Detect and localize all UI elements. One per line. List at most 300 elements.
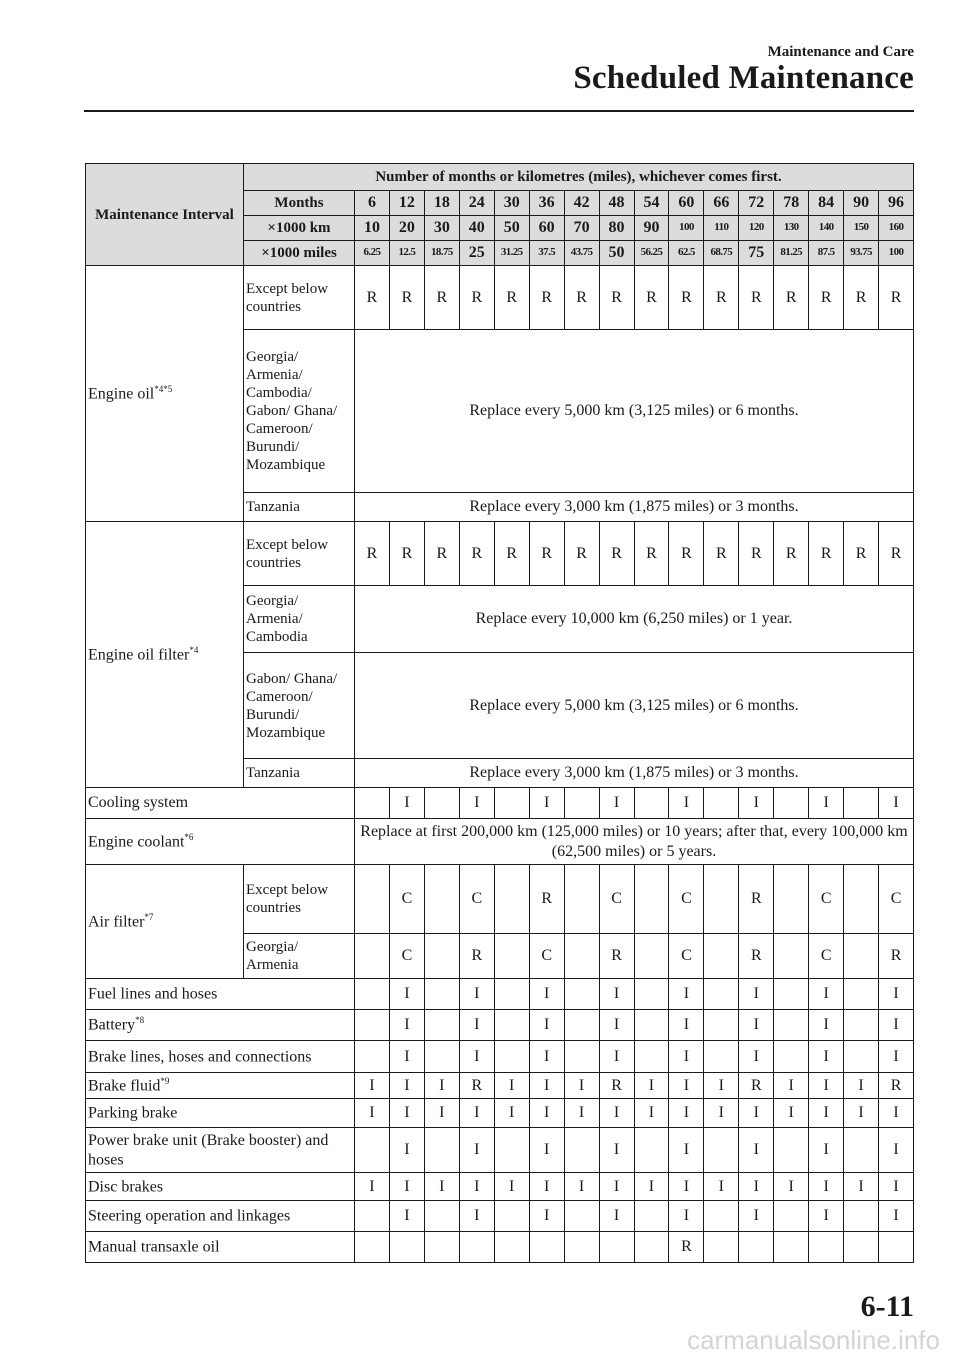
schedule-row-label-text: Manual transaxle oil: [88, 1238, 220, 1256]
engine-oil-group1-text: Replace every 5,000 km (3,125 miles) or 6 months.: [355, 330, 914, 493]
schedule-row: [86, 1128, 914, 1173]
months-value: 24: [459, 191, 494, 216]
schedule-row-cell: I: [529, 1041, 564, 1073]
schedule-row-cell: I: [494, 1173, 529, 1201]
engine-oil-filter-cell: R: [389, 522, 424, 586]
engine-oil-cell: R: [355, 266, 390, 330]
engine-oil-group1-label: Georgia/ Armenia/ Cambodia/ Gabon/ Ghana/ Cameroon/ Burundi/ Mozambique: [244, 330, 355, 493]
air-filter-georgia-cell: [774, 934, 809, 979]
schedule-row-cell: [424, 1041, 459, 1073]
schedule-row-cell: I: [739, 1128, 774, 1173]
miles-value: 100: [879, 241, 914, 266]
air-filter-georgia-cell: C: [389, 934, 424, 979]
schedule-row: [86, 1173, 914, 1201]
schedule-row-cell: I: [424, 1099, 459, 1128]
air-filter-cell: [355, 865, 390, 934]
schedule-row-cell: [564, 1128, 599, 1173]
air-filter-georgia-cell: [704, 934, 739, 979]
km-value: 140: [809, 216, 844, 241]
schedule-row-cell: [634, 1010, 669, 1041]
months-value: 6: [355, 191, 390, 216]
schedule-row-cell: I: [704, 1173, 739, 1201]
schedule-row-cell: I: [809, 979, 844, 1010]
schedule-row-cell: [424, 979, 459, 1010]
km-value: 10: [355, 216, 390, 241]
km-value: 120: [739, 216, 774, 241]
air-filter-label-footnote: *7: [144, 911, 154, 922]
schedule-row-cell: [355, 1010, 390, 1041]
months-value: 78: [774, 191, 809, 216]
schedule-row-label-text: Steering operation and linkages: [88, 1207, 291, 1225]
air-filter-georgia-cell: C: [669, 934, 704, 979]
schedule-row-cell: I: [809, 1128, 844, 1173]
air-filter-label-text: Air filter: [88, 913, 145, 931]
air-filter-georgia-cell: R: [599, 934, 634, 979]
schedule-row-cell: [774, 1232, 809, 1263]
air-filter-cell: [774, 865, 809, 934]
schedule-row-cell: I: [389, 1073, 424, 1099]
schedule-row-cell: [494, 1041, 529, 1073]
schedule-row-cell: I: [844, 1073, 879, 1099]
schedule-row-cell: I: [494, 1073, 529, 1099]
schedule-row: [86, 1041, 914, 1073]
schedule-row-cell: R: [459, 1073, 494, 1099]
schedule-row-cell: I: [599, 979, 634, 1010]
schedule-row-cell: [355, 1232, 390, 1263]
schedule-row-cell: [704, 1010, 739, 1041]
schedule-row-cell: [494, 1010, 529, 1041]
schedule-row-cell: [844, 1010, 879, 1041]
schedule-row: [86, 1201, 914, 1232]
cooling-system-label: Cooling system: [86, 788, 355, 819]
schedule-row-cell: I: [879, 1173, 914, 1201]
schedule-row-cell: [704, 1201, 739, 1232]
schedule-row-cell: I: [459, 1010, 494, 1041]
schedule-row-cell: I: [879, 979, 914, 1010]
schedule-row-cell: I: [599, 1041, 634, 1073]
header-banner-row: [86, 164, 914, 191]
air-filter-except-label: Except below countries: [244, 865, 355, 934]
schedule-row-cell: I: [809, 1099, 844, 1128]
schedule-row: [86, 1232, 914, 1263]
schedule-row-cell: [459, 1232, 494, 1263]
months-value: 96: [879, 191, 914, 216]
schedule-row-cell: [424, 1128, 459, 1173]
air-filter-georgia-cell: R: [739, 934, 774, 979]
maintenance-schedule-table: [85, 163, 914, 1263]
page-title: Scheduled Maintenance: [573, 60, 914, 96]
miles-value: 75: [739, 241, 774, 266]
air-filter-cell: R: [739, 865, 774, 934]
cooling-system-cell: [774, 788, 809, 819]
schedule-row-cell: [634, 1128, 669, 1173]
schedule-row-cell: I: [879, 1201, 914, 1232]
schedule-row-cell: [634, 1041, 669, 1073]
engine-oil-filter-group1-label: Georgia/ Armenia/ Cambodia: [244, 586, 355, 653]
engine-oil-cell: R: [564, 266, 599, 330]
schedule-row-cell: [529, 1232, 564, 1263]
engine-oil-cell: R: [669, 266, 704, 330]
miles-value: 12.5: [389, 241, 424, 266]
miles-value: 62.5: [669, 241, 704, 266]
schedule-row-cell: I: [599, 1099, 634, 1128]
km-value: 90: [634, 216, 669, 241]
miles-value: 37.5: [529, 241, 564, 266]
cooling-system-cell: I: [529, 788, 564, 819]
schedule-row-cell: [844, 1232, 879, 1263]
schedule-row-cell: I: [529, 1010, 564, 1041]
schedule-row-footnote: *9: [160, 1075, 170, 1086]
schedule-row-cell: [704, 979, 739, 1010]
engine-oil-cell: R: [704, 266, 739, 330]
engine-coolant-label-footnote: *6: [184, 831, 194, 842]
section-label: Maintenance and Care: [767, 44, 914, 60]
air-filter-georgia-label: Georgia/ Armenia: [244, 934, 355, 979]
schedule-row-cell: [809, 1232, 844, 1263]
schedule-row-cell: I: [529, 1099, 564, 1128]
engine-oil-filter-label-footnote: *4: [189, 644, 199, 655]
schedule-row-cell: I: [669, 979, 704, 1010]
schedule-row-cell: I: [669, 1041, 704, 1073]
schedule-row-cell: I: [774, 1099, 809, 1128]
schedule-row-cell: I: [424, 1173, 459, 1201]
schedule-row-cell: I: [389, 1128, 424, 1173]
cooling-system-cell: I: [599, 788, 634, 819]
km-value: 130: [774, 216, 809, 241]
schedule-row-cell: I: [459, 1173, 494, 1201]
schedule-row-cell: R: [599, 1073, 634, 1099]
km-value: 70: [564, 216, 599, 241]
schedule-row-cell: I: [669, 1201, 704, 1232]
engine-oil-filter-except-label: Except below countries: [244, 522, 355, 586]
schedule-row-cell: I: [494, 1099, 529, 1128]
schedule-row-cell: [355, 979, 390, 1010]
schedule-row-cell: I: [844, 1173, 879, 1201]
schedule-row-cell: I: [739, 979, 774, 1010]
engine-oil-filter-cell: R: [704, 522, 739, 586]
months-value: 36: [529, 191, 564, 216]
schedule-row-cell: [844, 1201, 879, 1232]
air-filter-cell: C: [599, 865, 634, 934]
schedule-row-cell: [634, 1232, 669, 1263]
schedule-row-cell: R: [669, 1232, 704, 1263]
km-value: 50: [494, 216, 529, 241]
schedule-row-label-text: Disc brakes: [88, 1178, 164, 1196]
interval-banner: Number of months or kilometres (miles), whichever comes first.: [244, 164, 914, 191]
schedule-row-cell: I: [599, 1173, 634, 1201]
schedule-row-cell: I: [529, 979, 564, 1010]
schedule-row-cell: I: [809, 1073, 844, 1099]
months-value: 54: [634, 191, 669, 216]
schedule-row-cell: I: [704, 1099, 739, 1128]
air-filter-label: [86, 865, 244, 979]
schedule-row-cell: [494, 979, 529, 1010]
schedule-row-cell: I: [879, 1010, 914, 1041]
km-value: 20: [389, 216, 424, 241]
air-filter-cell: C: [809, 865, 844, 934]
engine-oil-filter-cell: R: [739, 522, 774, 586]
engine-oil-cell: R: [879, 266, 914, 330]
miles-value: 87.5: [809, 241, 844, 266]
schedule-row-cell: I: [809, 1010, 844, 1041]
cooling-system-cell: [704, 788, 739, 819]
engine-oil-cell: R: [494, 266, 529, 330]
engine-oil-filter-cell: R: [634, 522, 669, 586]
schedule-row-cell: [844, 1128, 879, 1173]
schedule-row-label: [86, 1232, 355, 1263]
air-filter-cell: [564, 865, 599, 934]
schedule-row-cell: I: [774, 1073, 809, 1099]
engine-coolant-text: Replace at first 200,000 km (125,000 miles) or 10 years; after that, every 100,000 km (62,500 miles) or 5 years.: [355, 819, 914, 865]
schedule-row-cell: I: [634, 1099, 669, 1128]
schedule-row-cell: I: [879, 1041, 914, 1073]
schedule-row-cell: [424, 1010, 459, 1041]
miles-value: 68.75: [704, 241, 739, 266]
schedule-row-cell: [704, 1128, 739, 1173]
schedule-row-cell: I: [389, 1010, 424, 1041]
schedule-row-cell: [494, 1128, 529, 1173]
schedule-row-cell: R: [739, 1073, 774, 1099]
schedule-row-cell: I: [739, 1010, 774, 1041]
schedule-row-cell: [704, 1041, 739, 1073]
engine-oil-label: [86, 266, 244, 522]
engine-oil-filter-cell: R: [879, 522, 914, 586]
schedule-row-cell: I: [669, 1099, 704, 1128]
months-value: 66: [704, 191, 739, 216]
cooling-system-cell: I: [669, 788, 704, 819]
miles-value: 18.75: [424, 241, 459, 266]
cooling-system-cell: [424, 788, 459, 819]
schedule-row-cell: I: [809, 1201, 844, 1232]
engine-coolant-label: [86, 819, 355, 865]
engine-oil-label-text: Engine oil: [88, 385, 155, 403]
schedule-row-cell: [355, 1128, 390, 1173]
cooling-system-cell: [494, 788, 529, 819]
schedule-row-cell: [704, 1232, 739, 1263]
engine-oil-cell: R: [529, 266, 564, 330]
cooling-system-cell: I: [389, 788, 424, 819]
schedule-row-cell: I: [564, 1099, 599, 1128]
air-filter-cell: C: [389, 865, 424, 934]
schedule-row-cell: I: [389, 1201, 424, 1232]
schedule-row-cell: I: [564, 1173, 599, 1201]
schedule-row-cell: I: [634, 1073, 669, 1099]
engine-oil-row: [86, 266, 914, 330]
schedule-row-cell: I: [529, 1173, 564, 1201]
miles-value: 50: [599, 241, 634, 266]
engine-oil-filter-group2-text: Replace every 5,000 km (3,125 miles) or 6 months.: [355, 653, 914, 759]
miles-label: ×1000 miles: [244, 241, 355, 266]
miles-value: 43.75: [564, 241, 599, 266]
engine-oil-tanzania-label: Tanzania: [244, 493, 355, 522]
miles-value: 6.25: [355, 241, 390, 266]
schedule-row-cell: [355, 1201, 390, 1232]
interval-corner-label: Maintenance Interval: [86, 164, 244, 266]
engine-oil-cell: R: [389, 266, 424, 330]
cooling-system-cell: I: [809, 788, 844, 819]
schedule-row-cell: I: [879, 1099, 914, 1128]
schedule-row-cell: [564, 979, 599, 1010]
miles-value: 81.25: [774, 241, 809, 266]
engine-oil-filter-cell: R: [809, 522, 844, 586]
schedule-row-cell: I: [355, 1173, 390, 1201]
schedule-row-cell: [774, 979, 809, 1010]
air-filter-cell: [634, 865, 669, 934]
schedule-row-cell: [599, 1232, 634, 1263]
engine-oil-cell: R: [809, 266, 844, 330]
engine-oil-except-label: Except below countries: [244, 266, 355, 330]
air-filter-cell: R: [529, 865, 564, 934]
engine-oil-label-footnote: *4*5: [154, 383, 173, 394]
schedule-row-cell: I: [669, 1073, 704, 1099]
schedule-row-cell: I: [599, 1128, 634, 1173]
schedule-row-cell: [424, 1232, 459, 1263]
schedule-row-cell: [634, 1201, 669, 1232]
engine-oil-cell: R: [459, 266, 494, 330]
schedule-row-label: [86, 1099, 355, 1128]
months-value: 48: [599, 191, 634, 216]
schedule-row-cell: I: [844, 1099, 879, 1128]
miles-value: 31.25: [494, 241, 529, 266]
schedule-row-cell: I: [739, 1201, 774, 1232]
schedule-row-cell: I: [879, 1128, 914, 1173]
schedule-row-cell: I: [529, 1073, 564, 1099]
months-value: 72: [739, 191, 774, 216]
engine-oil-filter-label: [86, 522, 244, 788]
schedule-row-cell: I: [459, 1099, 494, 1128]
air-filter-cell: C: [879, 865, 914, 934]
schedule-row-cell: [844, 1041, 879, 1073]
air-filter-cell: C: [669, 865, 704, 934]
engine-oil-tanzania-text: Replace every 3,000 km (1,875 miles) or 3 months.: [355, 493, 914, 522]
engine-oil-cell: R: [844, 266, 879, 330]
schedule-row-cell: I: [389, 1099, 424, 1128]
engine-oil-filter-cell: R: [424, 522, 459, 586]
schedule-row-cell: I: [389, 1041, 424, 1073]
schedule-row-cell: [564, 1041, 599, 1073]
header-rule: [84, 110, 914, 112]
air-filter-georgia-cell: R: [879, 934, 914, 979]
engine-oil-filter-tanzania-text: Replace every 3,000 km (1,875 miles) or 3 months.: [355, 759, 914, 788]
schedule-row-cell: I: [564, 1073, 599, 1099]
engine-oil-cell: R: [599, 266, 634, 330]
months-value: 84: [809, 191, 844, 216]
schedule-row-cell: I: [809, 1041, 844, 1073]
schedule-row-label-text: Fuel lines and hoses: [88, 985, 218, 1003]
schedule-row-label: [86, 1041, 355, 1073]
months-value: 18: [424, 191, 459, 216]
air-filter-georgia-cell: [424, 934, 459, 979]
engine-oil-filter-cell: R: [459, 522, 494, 586]
schedule-row-cell: I: [669, 1173, 704, 1201]
months-value: 12: [389, 191, 424, 216]
schedule-row-cell: [774, 1201, 809, 1232]
air-filter-cell: C: [459, 865, 494, 934]
km-value: 100: [669, 216, 704, 241]
schedule-row-cell: [634, 979, 669, 1010]
schedule-row-cell: I: [669, 1010, 704, 1041]
air-filter-row: [86, 865, 914, 934]
schedule-row-footnote: *8: [135, 1015, 145, 1026]
schedule-row: [86, 1010, 914, 1041]
engine-oil-filter-cell: R: [564, 522, 599, 586]
air-filter-cell: [844, 865, 879, 934]
months-value: 90: [844, 191, 879, 216]
schedule-row: [86, 1073, 914, 1099]
schedule-row-cell: [424, 1201, 459, 1232]
schedule-row-label-text: Parking brake: [88, 1104, 178, 1122]
schedule-row-cell: I: [634, 1173, 669, 1201]
engine-oil-filter-cell: R: [844, 522, 879, 586]
air-filter-georgia-cell: C: [809, 934, 844, 979]
schedule-row-label: [86, 1173, 355, 1201]
schedule-row-label-text: Brake lines, hoses and connections: [88, 1048, 312, 1066]
cooling-system-cell: I: [879, 788, 914, 819]
air-filter-georgia-cell: [564, 934, 599, 979]
schedule-row-cell: I: [774, 1173, 809, 1201]
engine-oil-filter-cell: R: [355, 522, 390, 586]
km-value: 30: [424, 216, 459, 241]
engine-oil-filter-cell: R: [599, 522, 634, 586]
km-label: ×1000 km: [244, 216, 355, 241]
engine-oil-filter-label-text: Engine oil filter: [88, 646, 190, 664]
air-filter-georgia-cell: [355, 934, 390, 979]
schedule-row-cell: I: [459, 979, 494, 1010]
schedule-row-label: [86, 1201, 355, 1232]
months-value: 30: [494, 191, 529, 216]
km-value: 80: [599, 216, 634, 241]
months-label: Months: [244, 191, 355, 216]
schedule-row-cell: I: [389, 979, 424, 1010]
months-value: 42: [564, 191, 599, 216]
schedule-row-cell: I: [459, 1128, 494, 1173]
cooling-system-cell: I: [739, 788, 774, 819]
engine-coolant-label-text: Engine coolant: [88, 833, 185, 851]
schedule-row-cell: [494, 1232, 529, 1263]
watermark: carmanualsonline.info: [687, 1325, 940, 1355]
engine-oil-filter-cell: R: [529, 522, 564, 586]
schedule-row-cell: [739, 1232, 774, 1263]
schedule-row-cell: [494, 1201, 529, 1232]
engine-oil-cell: R: [739, 266, 774, 330]
schedule-row-label: [86, 1128, 355, 1173]
schedule-row: [86, 979, 914, 1010]
engine-coolant-row: [86, 819, 914, 865]
schedule-row-cell: [564, 1010, 599, 1041]
cooling-system-cell: [355, 788, 390, 819]
schedule-row-cell: I: [739, 1099, 774, 1128]
engine-oil-filter-cell: R: [669, 522, 704, 586]
schedule-row-cell: [389, 1232, 424, 1263]
schedule-row-cell: I: [669, 1128, 704, 1173]
air-filter-georgia-cell: [494, 934, 529, 979]
schedule-row-cell: I: [739, 1041, 774, 1073]
schedule-row-cell: I: [459, 1201, 494, 1232]
schedule-row-cell: I: [599, 1201, 634, 1232]
air-filter-georgia-cell: [634, 934, 669, 979]
schedule-row-label: [86, 1010, 355, 1041]
air-filter-cell: [704, 865, 739, 934]
schedule-row-cell: I: [355, 1099, 390, 1128]
km-value: 110: [704, 216, 739, 241]
schedule-row-cell: I: [599, 1010, 634, 1041]
schedule-row: [86, 1099, 914, 1128]
engine-oil-cell: R: [634, 266, 669, 330]
miles-value: 25: [459, 241, 494, 266]
engine-oil-filter-tanzania-label: Tanzania: [244, 759, 355, 788]
cooling-system-row: [86, 788, 914, 819]
schedule-row-cell: I: [529, 1128, 564, 1173]
